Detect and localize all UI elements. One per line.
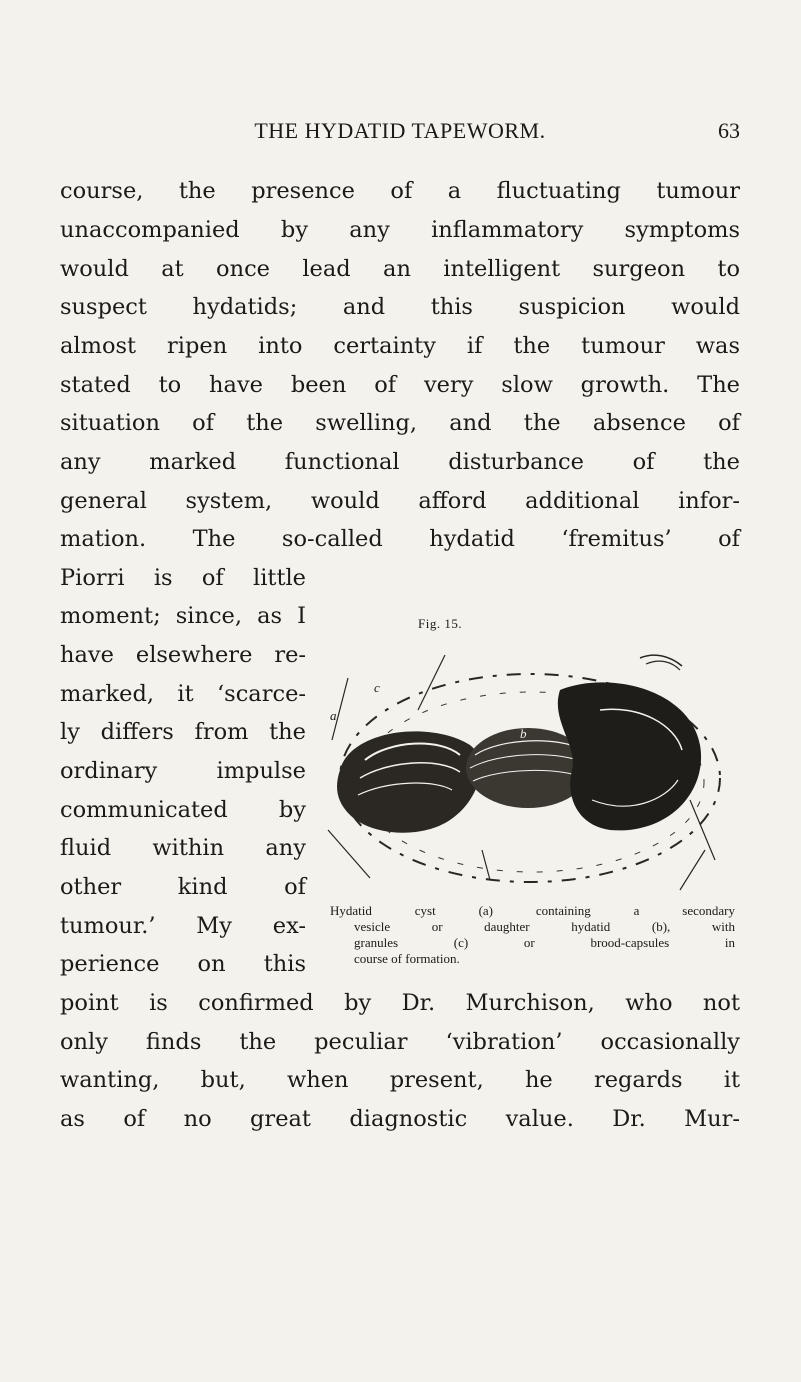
text-line: situation of the swelling, and the absence of (60, 410, 740, 436)
text-line: tumour.’ My ex- (60, 913, 306, 939)
left-granule-mass (337, 731, 480, 832)
figure-letter-c: c (374, 680, 380, 695)
text-line: have elsewhere re- (60, 642, 306, 668)
right-granule-mass (558, 682, 701, 830)
text-line: wanting, but, when present, he regards it (60, 1067, 740, 1093)
running-title: THE HYDATID TAPEWORM. (254, 118, 546, 143)
text-line: point is confirmed by Dr. Murchison, who not (60, 990, 740, 1016)
figure-letter-b: b (520, 726, 527, 741)
stroke-wisp (418, 655, 445, 710)
text-line: Piorri is of little (60, 565, 306, 591)
text-line: as of no great diagnostic value. Dr. Mur- (60, 1106, 740, 1132)
figure-label: Fig. 15. (418, 616, 463, 631)
hydatid-cyst-illustration (310, 650, 750, 900)
text-line: ordinary impulse (60, 758, 306, 784)
text-line: course, the presence of a fluctuating tumour (60, 178, 740, 204)
stroke-wisp (646, 661, 680, 670)
stroke-wisp (482, 850, 490, 880)
figure-illustration (310, 650, 750, 900)
stroke-wisp (680, 850, 705, 890)
text-line: mation. The so-called hydatid ‘fremitus’ of (60, 526, 740, 552)
text-line: marked, it ‘scarce- (60, 681, 306, 707)
text-line: stated to have been of very slow growth. The (60, 372, 740, 398)
figure-caption (330, 903, 735, 967)
caption-line: course of formation. (354, 951, 460, 966)
text-line: general system, would afford additional infor- (60, 488, 740, 514)
text-line: unaccompanied by any inflammatory symptoms (60, 217, 740, 243)
text-line: moment; since, as I (60, 603, 306, 629)
text-line: would at once lead an intelligent surgeon to (60, 256, 740, 282)
text-line: almost ripen into certainty if the tumour was (60, 333, 740, 359)
stroke-wisp (328, 830, 370, 878)
caption-line: vesicle or daughter hydatid (b), with (354, 919, 735, 934)
text-line: only finds the peculiar ‘vibration’ occasionally (60, 1029, 740, 1055)
text-line: ly differs from the (60, 719, 306, 745)
text-line: any marked functional disturbance of the (60, 449, 740, 475)
caption-line: Hydatid cyst (a) containing a secondary (330, 903, 735, 918)
text-line: suspect hydatids; and this suspicion would (60, 294, 740, 320)
text-line: communicated by (60, 797, 306, 823)
figure-letter-a: a (330, 708, 337, 723)
running-header (60, 118, 740, 152)
text-line: other kind of (60, 874, 306, 900)
caption-line: granules (c) or brood-capsules in (354, 935, 735, 950)
text-line: perience on this (60, 951, 306, 977)
page-number: 63 (718, 118, 740, 143)
text-line: fluid within any (60, 835, 306, 861)
stroke-wisp (690, 800, 715, 860)
